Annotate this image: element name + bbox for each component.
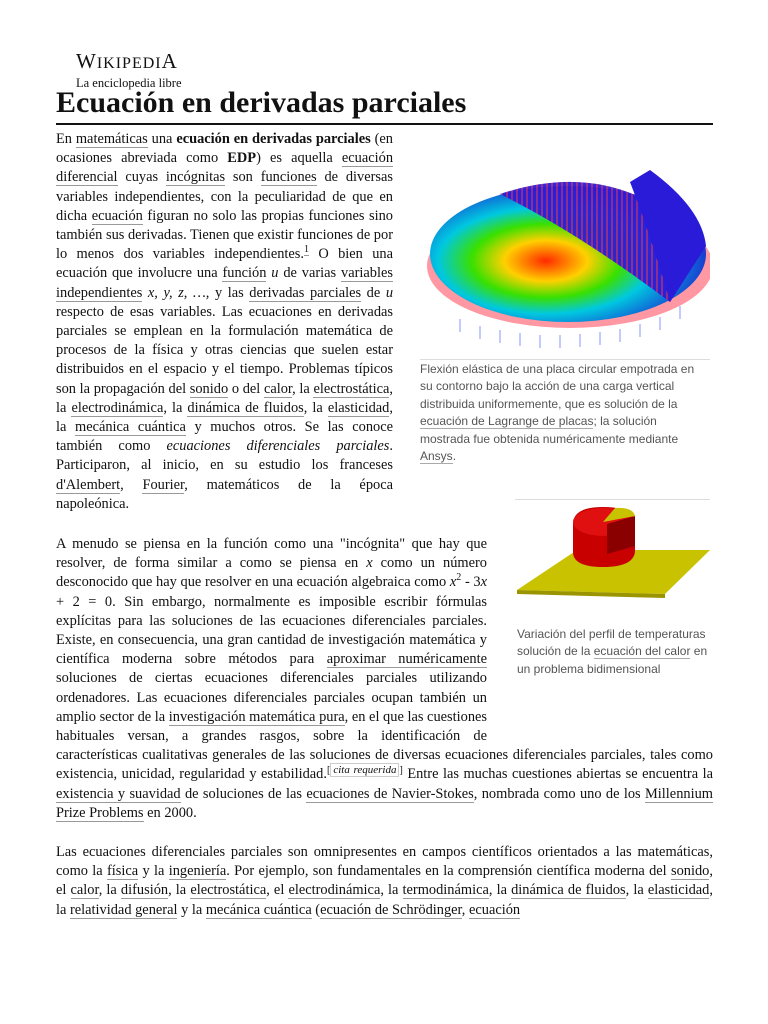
plate-deflection-figure	[420, 134, 710, 354]
text: , la	[98, 882, 121, 899]
bold-abbrev: EDP	[227, 150, 257, 167]
link-electrostatica[interactable]: electrostática	[313, 380, 390, 397]
bold-term: ecuación en derivadas parciales	[176, 131, 371, 147]
text: de soluciones de las	[180, 785, 307, 802]
link-mecanica-cuantica[interactable]: mecánica cuántica	[205, 901, 312, 918]
link-millennium-prize-problems[interactable]: Millennium Prize Problems	[56, 785, 713, 821]
citation-needed[interactable]: cita requerida	[330, 763, 399, 777]
text: (en ocasiones abreviada como	[56, 131, 393, 167]
link-funciones[interactable]: funciones	[260, 169, 317, 186]
text: En	[56, 131, 76, 147]
figure-separator	[420, 359, 710, 360]
math-vars: x, y, z, …,	[147, 284, 210, 301]
link-electrostatica[interactable]: electrostática	[190, 882, 267, 899]
caption-text: ; la solución mostrada fue obtenida numéricamente mediante	[420, 414, 679, 446]
link-calor[interactable]: calor	[263, 380, 293, 397]
link-matematicas[interactable]: matemáticas	[75, 131, 148, 147]
text: . Por ejemplo, son fundamentales en la comprensión científica moderna del	[226, 863, 671, 880]
paragraph	[56, 843, 713, 920]
text: de	[361, 284, 386, 301]
text: , nombrada como uno de los	[473, 785, 646, 802]
text: , la	[56, 399, 393, 436]
float-spacer	[487, 535, 713, 733]
text: y la	[138, 863, 169, 880]
math-x: x	[480, 574, 487, 591]
math-exponent: 2	[456, 572, 462, 584]
text: O bien una ecuación que involucre una	[56, 246, 393, 282]
text: , la	[625, 882, 648, 899]
link-ecuacion[interactable]: ecuación	[468, 901, 521, 918]
text: ,	[461, 901, 469, 918]
text: , en el que las cuestiones habituales versan, a grandes rasgos, sobre la identificación de características cualitativas generales de las soluciones de diversas ecuaciones diferenciales parciales, tales como existencia, unicidad, regularidad y estabilidad.	[56, 708, 713, 783]
page-title: Ecuación en derivadas parciales	[56, 86, 467, 119]
text: cuyas	[117, 169, 166, 186]
text: soluciones de ciertas ecuaciones diferenciales parciales utilizando ordenadores. Las ecuaciones diferenciales parciales ocupan también un amplio sector de la	[56, 670, 487, 725]
text: , la	[56, 380, 393, 416]
link-ecuacion-del-calor[interactable]: ecuación del calor	[593, 644, 691, 659]
link-ingenieria[interactable]: ingeniería	[168, 863, 227, 880]
intro-paragraph	[56, 130, 393, 514]
text: , la	[292, 380, 314, 397]
math-text: - 3	[461, 574, 481, 591]
text: respecto de esas variables. Las ecuaciones en derivadas parciales se emplean en la formulación matemática de procesos de la física y otras ciencias que suelen estar distribuidos en el espacio y el tiempo. Problemas típicos son la propagación del	[56, 303, 393, 397]
paragraph	[56, 130, 393, 514]
text: , la	[488, 882, 512, 899]
text: , matemáticos de la época napoleónica.	[56, 476, 393, 512]
link-funcion[interactable]: función	[222, 265, 267, 282]
link-mecanica-cuantica[interactable]: mecánica cuántica	[75, 419, 186, 436]
text: ,	[120, 476, 143, 493]
link-existencia-y-suavidad[interactable]: existencia y suavidad	[56, 785, 181, 802]
link-ecuacion-lagrange-placas[interactable]: ecuación de Lagrange de placas	[420, 414, 594, 429]
title-underline	[56, 123, 713, 125]
text: , el	[266, 882, 289, 899]
text: figuran no solo las propias funciones sino también sus derivadas. Tienen que existir funciones de por lo menos dos variables independientes.	[56, 207, 394, 263]
text: y muchos otros. Se las conoce también como	[56, 419, 393, 455]
link-dinamica-de-fluidos[interactable]: dinámica de fluidos	[511, 882, 626, 899]
text: , la	[163, 399, 188, 416]
caption-text: Variación del perfil de temperaturas solución de la	[517, 627, 706, 659]
link-electrodinamica[interactable]: electrodinámica	[71, 399, 164, 416]
text: o del	[228, 380, 264, 397]
link-sonido[interactable]: sonido	[189, 380, 229, 397]
text: una	[147, 131, 177, 147]
link-ecuacion[interactable]: ecuación	[91, 207, 143, 224]
link-ecuacion-de-schrodinger[interactable]: ecuación de Schrödinger	[320, 901, 462, 918]
math-x: x	[366, 555, 373, 572]
wordmark-w: W	[76, 49, 97, 73]
figure-separator	[515, 499, 710, 500]
text: y las	[209, 284, 250, 301]
caption-text: en un problema bidimensional	[517, 644, 708, 676]
caption-text: Flexión elástica de una placa circular empotrada en su contorno bajo la acción de una carga vertical distribuida uniformemente, que es solución de la	[420, 362, 695, 411]
link-ecuacion-diferencial[interactable]: ecuación diferencial	[56, 150, 394, 186]
link-elasticidad[interactable]: elasticidad	[327, 399, 390, 416]
wordmark-a: A	[161, 49, 178, 73]
paragraph: A menudo se piensa en la función como una "incógnita" que hay que resolver, de forma similar a como se piensa en x como un número desconocido que hay que resolver en una ecuación algebraica como $x^2 - 3x + 2 = 0$. Sin embargo, normalmente es imposible escribir fórmulas explícitas para las soluciones de las ecuaciones diferenciales parciales. Existe, en consecuencia, una gran cantidad de investigación matemática y científica moderna sobre métodos para aproximar numéricamente soluciones de ciertas ecuaciones diferenciales parciales utilizando ordenadores. Las ecuaciones diferenciales parciales ocupan también un amplio sector de la investigación matemática pura, en el que las cuestiones habituales versan, a grandes rasgos, sobre la identificación de características cualitativas generales de las soluciones de diversas ecuaciones diferenciales parciales, tales como existencia, unicidad, regularidad y estabilidad.[ cita requerida ] Entre las muchas cuestiones abiertas se encuentra la existencia y suavidad de soluciones de las ecuaciones de Navier-Stokes, nombrada como uno de los Millennium Prize Problems en 2000.	[56, 536, 713, 821]
link-fisica[interactable]: física	[107, 863, 139, 880]
text: son	[225, 169, 261, 186]
link-aproximar-numericamente[interactable]: aproximar numéricamente	[326, 651, 487, 668]
math-u: u	[271, 265, 279, 282]
wikipedia-wordmark	[76, 50, 182, 75]
text: Entre las muchas cuestiones abiertas se encuentra la	[402, 766, 713, 783]
math-text: + 2 = 0	[56, 593, 113, 610]
text: y la	[177, 901, 206, 918]
link-investigacion-matematica-pura[interactable]: investigación matemática pura	[168, 708, 345, 725]
link-difusion[interactable]: difusión	[120, 882, 169, 899]
text: de varias	[278, 265, 342, 282]
link-termodinamica[interactable]: termodinámica	[402, 882, 489, 899]
link-ansys[interactable]: Ansys	[420, 449, 453, 464]
text: , la	[380, 882, 403, 899]
second-paragraph	[56, 535, 713, 823]
link-derivadas-parciales[interactable]: derivadas parciales	[249, 284, 362, 301]
caption-text: .	[452, 449, 457, 464]
text: . Participaron, al inicio, en su estudio los franceses	[56, 438, 393, 474]
text: Las ecuaciones diferenciales parciales son omnipresentes en campos científicos orientados a las matemáticas, como la	[56, 844, 713, 880]
text: , la	[56, 882, 713, 918]
text: . Sin embargo, normalmente es imposible escribir fórmulas explícitas para las soluciones de las ecuaciones diferenciales parciales. Existe, en consecuencia, una gran cantidad de investigación matemática y científica moderna sobre métodos para	[56, 593, 488, 668]
link-fourier[interactable]: Fourier	[142, 476, 185, 493]
plate-deflection-image	[420, 134, 710, 354]
math-x: x	[449, 574, 457, 591]
link-dinamica-de-fluidos[interactable]: dinámica de fluidos	[187, 399, 304, 416]
text: A menudo se piensa en la función como una "incógnita" que hay que resolver, de forma similar a como se piensa en	[56, 536, 487, 572]
reference-1[interactable]: 1	[304, 244, 309, 256]
link-incognitas[interactable]: incógnitas	[165, 169, 226, 186]
link-relatividad-general[interactable]: relatividad general	[69, 901, 178, 918]
link-variables-independientes[interactable]: variables independientes	[56, 265, 393, 301]
text: ) es aquella	[256, 150, 342, 167]
text: , la	[168, 882, 191, 899]
wikipedia-tagline: La enciclopedia libre	[76, 76, 182, 90]
link-elasticidad[interactable]: elasticidad	[647, 882, 710, 899]
text: de diversas variables independientes, con la peculiaridad de que en dicha	[56, 169, 393, 224]
plate-figure-caption	[420, 361, 710, 465]
wordmark-ikipedi: IKIPEDI	[96, 55, 162, 72]
link-sonido[interactable]: sonido	[671, 863, 710, 880]
link-electrodinamica[interactable]: electrodinámica	[288, 882, 381, 899]
text: , la	[303, 399, 328, 416]
math-u: u	[385, 284, 394, 301]
italic-term: ecuaciones diferenciales parciales	[166, 438, 390, 455]
text: en 2000.	[143, 804, 197, 821]
link-navier-stokes[interactable]: ecuaciones de Navier-Stokes	[306, 785, 474, 802]
text: , el	[56, 863, 713, 899]
link-calor[interactable]: calor	[70, 882, 99, 899]
third-paragraph	[56, 843, 713, 920]
link-dalembert[interactable]: d'Alembert	[56, 476, 121, 493]
text: (	[311, 901, 321, 918]
text: como un número desconocido que hay que resolver en una ecuación algebraica como	[56, 555, 487, 591]
